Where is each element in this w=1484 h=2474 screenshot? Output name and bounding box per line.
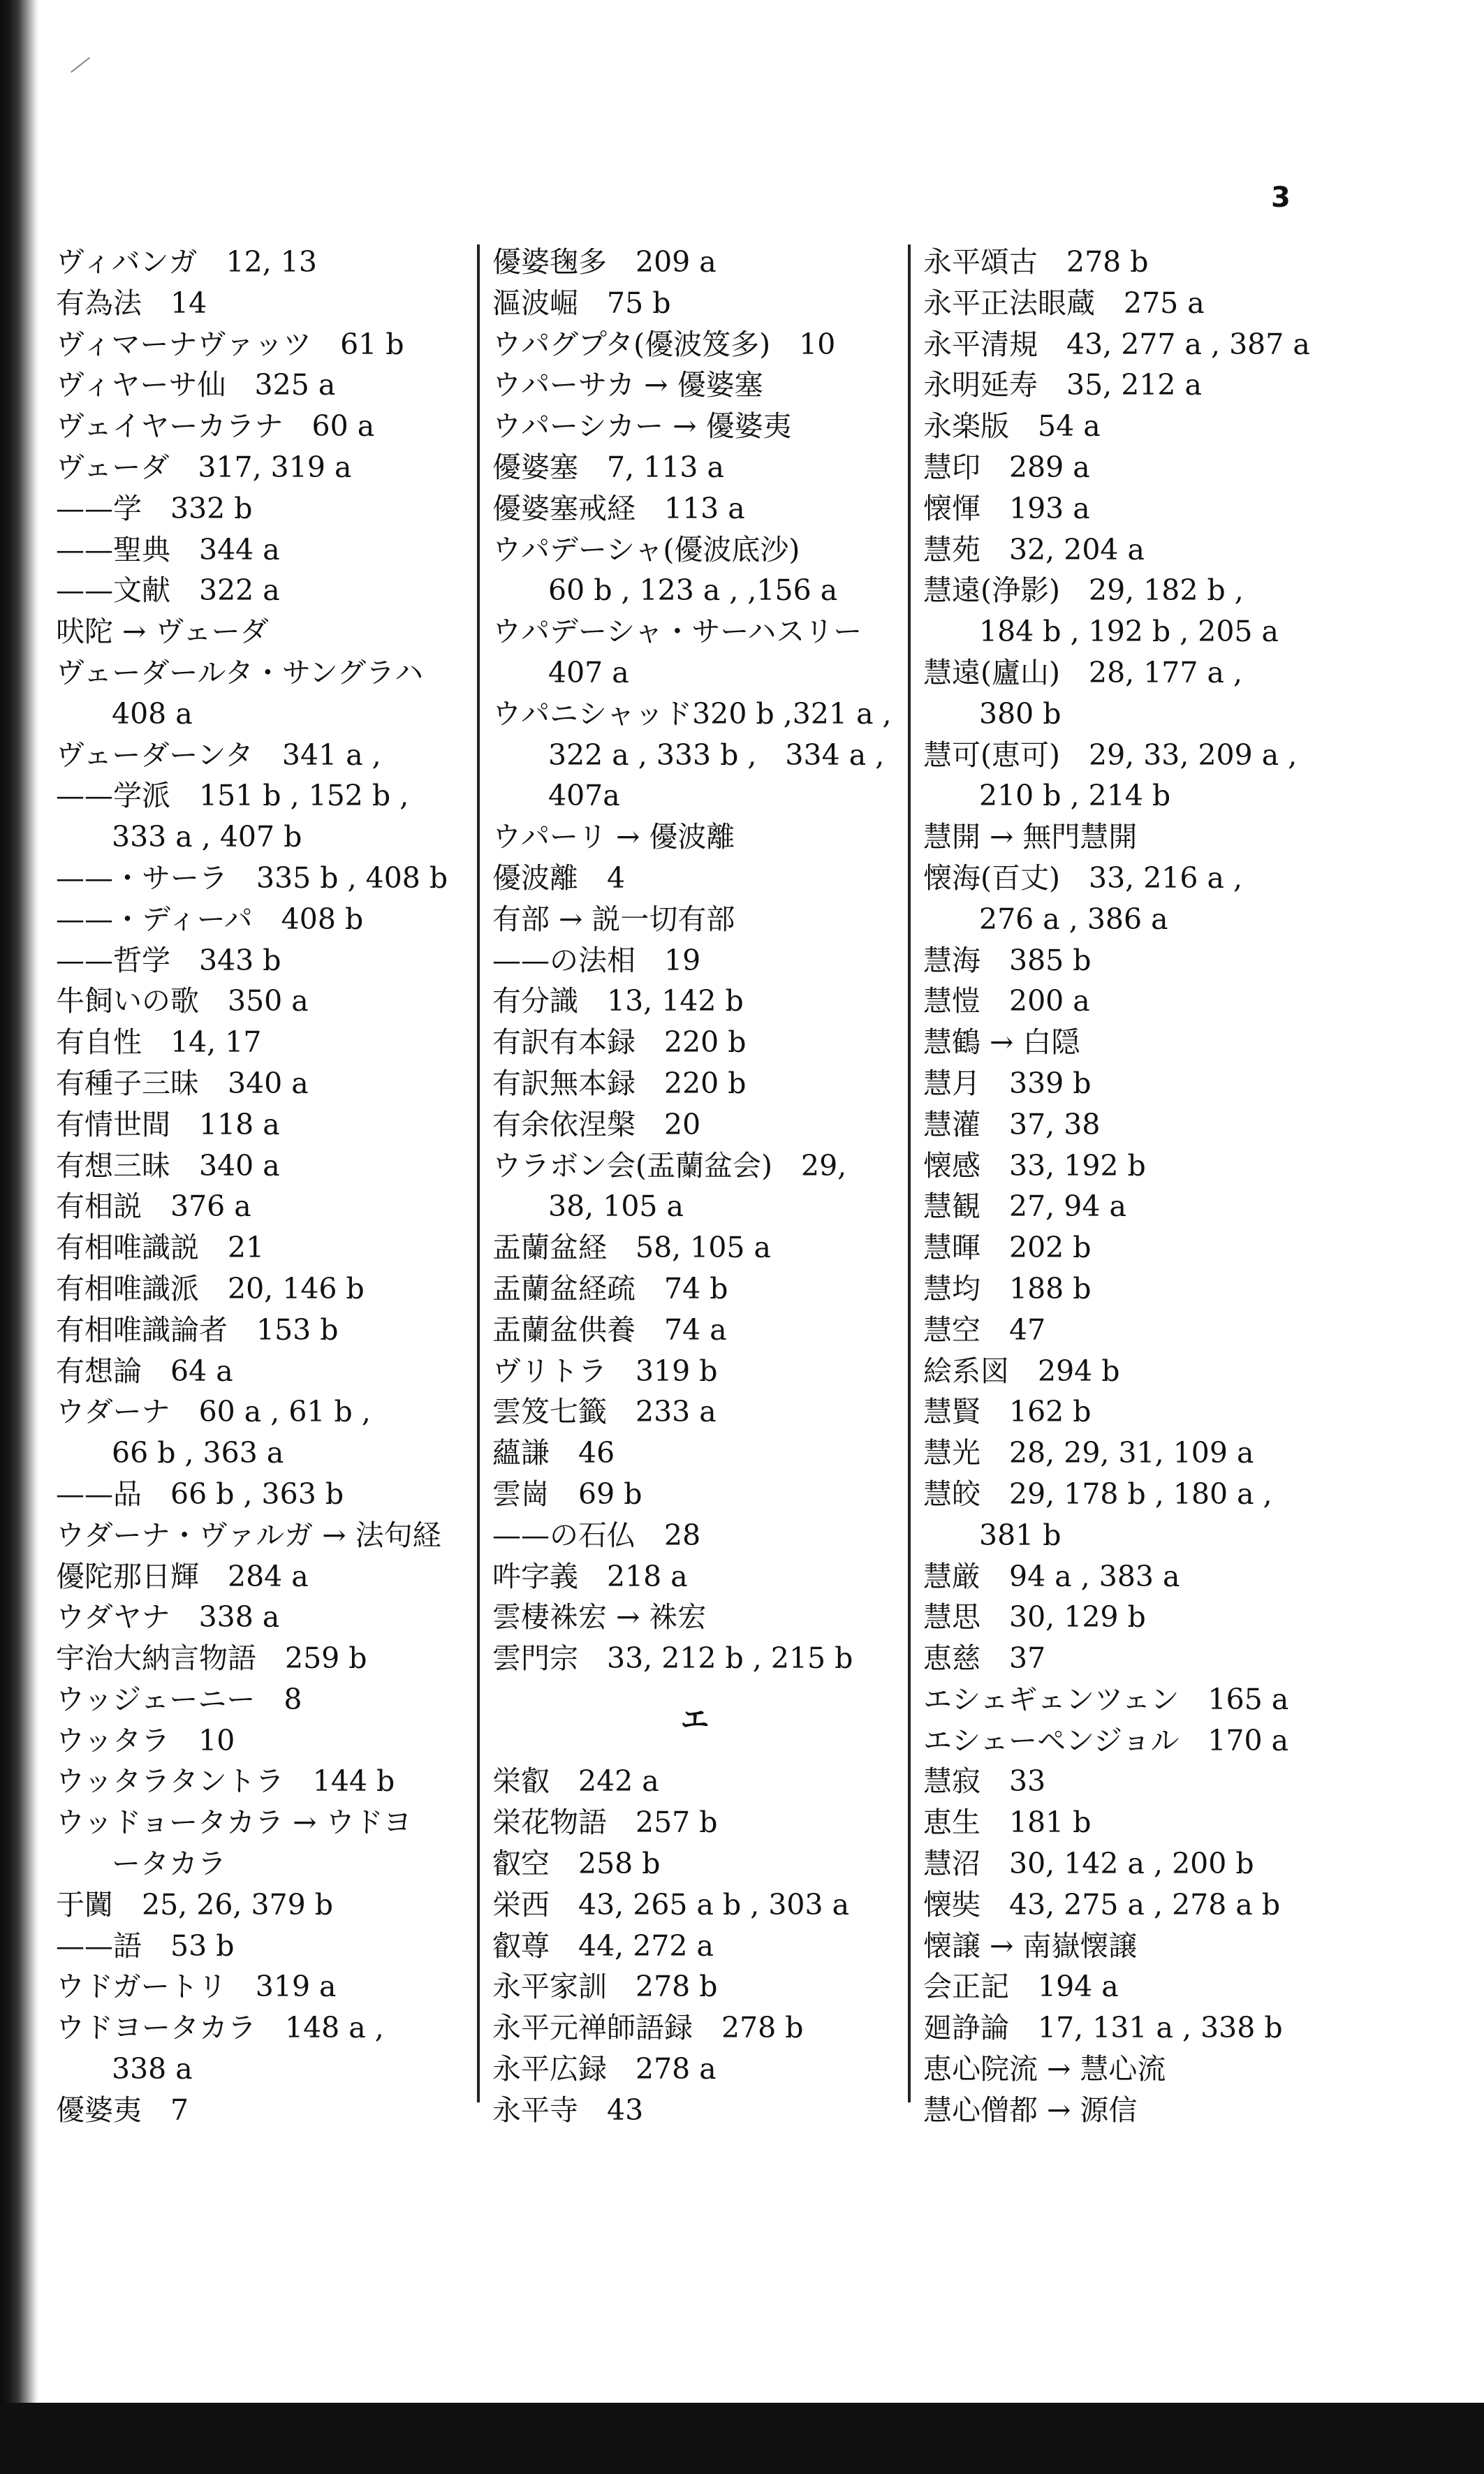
- index-entry: 懐海(百丈) 33, 216 a ,: [923, 861, 1243, 895]
- index-entry: 慧鶴 → 白隠: [923, 1025, 1080, 1060]
- index-entry: 永平寺 43: [492, 2093, 644, 2127]
- index-entry: エシェギェンツェン 165 a: [923, 1682, 1289, 1716]
- column-divider: [908, 244, 911, 2102]
- index-entry: 優婆塞 7, 113 a: [492, 450, 724, 484]
- index-entry: 慧開 → 無門慧開: [923, 820, 1138, 854]
- index-entry: 盂蘭盆経疏 74 b: [492, 1271, 728, 1305]
- index-entry-continuation: 322 a , 333 b , 334 a ,: [548, 738, 885, 772]
- index-entry: ウパデーシャ・サーハスリー: [492, 615, 862, 649]
- index-entry: 優波離 4: [492, 861, 626, 895]
- index-entry: ウパーシカー → 優婆夷: [492, 409, 792, 444]
- index-entry: ウダーナ 60 a , 61 b ,: [56, 1395, 371, 1429]
- index-entry: 有訳無本録 220 b: [492, 1066, 747, 1100]
- index-entry: 懐奘 43, 275 a , 278 a b: [923, 1887, 1281, 1922]
- index-entry: 慧観 27, 94 a: [923, 1190, 1126, 1224]
- index-entry: 永楽版 54 a: [923, 409, 1101, 444]
- index-entry: ——哲学 343 b: [56, 943, 281, 977]
- index-entry: 有部 → 説一切有部: [492, 902, 735, 936]
- index-entry: ヴェイヤーカラナ 60 a: [56, 409, 375, 444]
- index-entry: 慧心僧都 → 源信: [923, 2093, 1138, 2127]
- index-entry: 有相唯識論者 153 b: [56, 1312, 339, 1347]
- index-entry-continuation: 60 b , 123 a , ,156 a: [548, 573, 838, 608]
- index-entry: 宇治大納言物語 259 b: [56, 1641, 367, 1676]
- index-entry: 有情世間 118 a: [56, 1107, 280, 1141]
- index-entry: 雲棲袾宏 → 袾宏: [492, 1600, 707, 1634]
- index-entry: 慧可(恵可) 29, 33, 209 a ,: [923, 738, 1298, 772]
- index-entry: 懐譲 → 南嶽懐譲: [923, 1928, 1138, 1963]
- index-entry: 栄叡 242 a: [492, 1764, 659, 1799]
- index-entry: ——文献 322 a: [56, 573, 280, 608]
- pencil-mark: [71, 57, 90, 73]
- index-entry: 慧遠(浄影) 29, 182 b ,: [923, 573, 1244, 608]
- index-entry: ヴィバンガ 12, 13: [56, 245, 317, 279]
- index-entry: 有訳有本録 220 b: [492, 1025, 747, 1060]
- index-entry: 有為法 14: [56, 286, 207, 320]
- index-entry: 吽字義 218 a: [492, 1559, 688, 1593]
- page-number: 3: [1271, 182, 1291, 214]
- index-entry: 吠陀 → ヴェーダ: [56, 615, 269, 649]
- index-entry: 永平元禅師語録 278 b: [492, 2011, 804, 2045]
- index-entry: ウッドョータカラ → ウドヨ: [56, 1806, 412, 1840]
- index-entry: 蘊謙 46: [492, 1436, 615, 1470]
- column-divider: [477, 244, 480, 2102]
- index-entry: 慧光 28, 29, 31, 109 a: [923, 1436, 1254, 1470]
- index-entry: ウパーリ → 優波離: [492, 820, 735, 854]
- index-column-middle: [492, 242, 897, 2131]
- scan-binding-shadow: [0, 0, 38, 2474]
- index-entry: 慧海 385 b: [923, 943, 1092, 977]
- index-entry: 優婆夷 7: [56, 2093, 189, 2127]
- index-entry: 栄花物語 257 b: [492, 1806, 718, 1840]
- index-entry: 慧灌 37, 38: [923, 1107, 1101, 1141]
- index-entry: 雲崗 69 b: [492, 1477, 642, 1511]
- index-entry-continuation: 66 b , 363 a: [112, 1436, 284, 1470]
- index-entry: 永明延寿 35, 212 a: [923, 368, 1202, 402]
- index-entry: 優婆塞戒経 113 a: [492, 491, 745, 525]
- index-entry: 恵心院流 → 慧心流: [923, 2052, 1166, 2086]
- index-entry: 慧均 188 b: [923, 1271, 1092, 1305]
- index-entry: 恵生 181 b: [923, 1806, 1092, 1840]
- index-entry: ——学派 151 b , 152 b ,: [56, 779, 409, 813]
- index-entry: 牛飼いの歌 350 a: [56, 984, 309, 1018]
- index-entry: ウパニシャッド320 b ,321 a ,: [492, 696, 892, 731]
- index-entry: 叡尊 44, 272 a: [492, 1928, 714, 1963]
- index-entry: 有相説 376 a: [56, 1190, 251, 1224]
- index-entry: ヴェーダーンタ 341 a ,: [56, 738, 381, 772]
- index-entry: 永平広録 278 a: [492, 2052, 717, 2086]
- index-entry: ヴェーダ 317, 319 a: [56, 450, 352, 484]
- index-entry-continuation: 380 b: [979, 696, 1061, 731]
- index-entry-continuation: 407a: [548, 779, 620, 813]
- index-entry-continuation: 333 a , 407 b: [112, 820, 302, 854]
- index-entry: ウダーナ・ヴァルガ → 法句経: [56, 1518, 441, 1552]
- index-entry: ——・サーラ 335 b , 408 b: [56, 861, 448, 895]
- index-entry: ——語 53 b: [56, 1928, 235, 1963]
- index-entry: 永平家訓 278 b: [492, 1970, 718, 2004]
- index-entry: エシェーペンジョル 170 a: [923, 1723, 1289, 1757]
- index-entry-continuation: ータカラ: [112, 1847, 226, 1881]
- index-entry: 有相唯識説 21: [56, 1231, 265, 1265]
- index-entry: 盂蘭盆経 58, 105 a: [492, 1231, 771, 1265]
- index-entry: 永平正法眼蔵 275 a: [923, 286, 1205, 320]
- index-entry: 漚波崛 75 b: [492, 286, 671, 320]
- index-entry: 慧厳 94 a , 383 a: [923, 1559, 1180, 1593]
- index-entry: ウパーサカ → 優婆塞: [492, 368, 763, 402]
- scan-bottom-border: [0, 2403, 1484, 2474]
- index-entry-continuation: 210 b , 214 b: [979, 779, 1171, 813]
- index-entry: ウパグプタ(優波笈多) 10: [492, 327, 836, 361]
- index-column-right: [923, 242, 1342, 2131]
- index-entry: 慧沼 30, 142 a , 200 b: [923, 1847, 1254, 1881]
- index-entry: 慧月 339 b: [923, 1066, 1092, 1100]
- index-entry-continuation: 381 b: [979, 1518, 1061, 1552]
- index-entry: ウッタラタントラ 144 b: [56, 1764, 395, 1799]
- index-entry-continuation: 338 a: [112, 2052, 193, 2086]
- index-entry: 永平頌古 278 b: [923, 245, 1149, 279]
- index-entry: 雲笈七籤 233 a: [492, 1395, 717, 1429]
- index-entry: 慧皎 29, 178 b , 180 a ,: [923, 1477, 1272, 1511]
- index-entry: 慧空 47: [923, 1312, 1046, 1347]
- index-entry: ウダヤナ 338 a: [56, 1600, 280, 1634]
- index-entry: ウッジェーニー 8: [56, 1682, 302, 1716]
- index-entry: 有分識 13, 142 b: [492, 984, 744, 1018]
- index-entry: 于闐 25, 26, 379 b: [56, 1887, 334, 1922]
- index-entry: ウドガートリ 319 a: [56, 1970, 337, 2004]
- index-entry: 永平清規 43, 277 a , 387 a: [923, 327, 1310, 361]
- index-entry: 盂蘭盆供養 74 a: [492, 1312, 727, 1347]
- section-heading: エ: [680, 1702, 710, 1736]
- index-entry: 慧印 289 a: [923, 450, 1090, 484]
- index-entry: ——・ディーパ 408 b: [56, 902, 364, 936]
- index-entry-continuation: 184 b , 192 b , 205 a: [979, 615, 1279, 649]
- index-entry: ——の法相 19: [492, 943, 701, 977]
- index-column-left: [56, 242, 461, 2131]
- index-entry: 有相唯識派 20, 146 b: [56, 1271, 365, 1305]
- index-entry: 有想三昧 340 a: [56, 1148, 280, 1183]
- index-entry: ヴィヤーサ仙 325 a: [56, 368, 336, 402]
- index-entry: 慧暉 202 b: [923, 1231, 1092, 1265]
- index-entry: 廻諍論 17, 131 a , 338 b: [923, 2011, 1283, 2045]
- index-entry: ウパデーシャ(優波底沙): [492, 532, 800, 566]
- index-entry: 叡空 258 b: [492, 1847, 661, 1881]
- index-entry: 優婆毱多 209 a: [492, 245, 717, 279]
- index-entry: ウッタラ 10: [56, 1723, 235, 1757]
- index-entry-continuation: 408 a: [112, 696, 193, 731]
- index-entry: 栄西 43, 265 a b , 303 a: [492, 1887, 850, 1922]
- index-entry: 慧苑 32, 204 a: [923, 532, 1145, 566]
- index-entry-continuation: 38, 105 a: [548, 1190, 684, 1224]
- index-entry: ウドヨータカラ 148 a ,: [56, 2011, 384, 2045]
- index-entry: 慧賢 162 b: [923, 1395, 1092, 1429]
- index-entry: ——品 66 b , 363 b: [56, 1477, 344, 1511]
- index-entry: 絵系図 294 b: [923, 1354, 1120, 1388]
- index-entry: ヴィマーナヴァッツ 61 b: [56, 327, 404, 361]
- index-entry: ——聖典 344 a: [56, 532, 280, 566]
- index-entry: 慧寂 33: [923, 1764, 1046, 1799]
- index-entry: 恵慈 37: [923, 1641, 1046, 1676]
- index-entry: 有種子三昧 340 a: [56, 1066, 309, 1100]
- index-entry: 慧遠(廬山) 28, 177 a ,: [923, 655, 1243, 689]
- index-entry: 雲門宗 33, 212 b , 215 b: [492, 1641, 853, 1676]
- index-entry: 懐感 33, 192 b: [923, 1148, 1146, 1183]
- index-entry: 有余依涅槃 20: [492, 1107, 701, 1141]
- index-entry: 有想論 64 a: [56, 1354, 233, 1388]
- index-entry: ヴェーダールタ・サングラハ: [56, 655, 424, 689]
- index-entry: 慧愷 200 a: [923, 984, 1090, 1018]
- index-entry: ——の石仏 28: [492, 1518, 701, 1552]
- index-entry: 優陀那日輝 284 a: [56, 1559, 309, 1593]
- index-entry: ヴリトラ 319 b: [492, 1354, 718, 1388]
- index-entry: 有自性 14, 17: [56, 1025, 262, 1060]
- index-entry-continuation: 407 a: [548, 655, 629, 689]
- index-entry: 懐惲 193 a: [923, 491, 1090, 525]
- index-entry: 慧思 30, 129 b: [923, 1600, 1146, 1634]
- index-entry: ウラボン会(盂蘭盆会) 29,: [492, 1148, 847, 1183]
- index-entry-continuation: 276 a , 386 a: [979, 902, 1168, 936]
- index-entry: ——学 332 b: [56, 491, 253, 525]
- index-entry: 会正記 194 a: [923, 1970, 1119, 2004]
